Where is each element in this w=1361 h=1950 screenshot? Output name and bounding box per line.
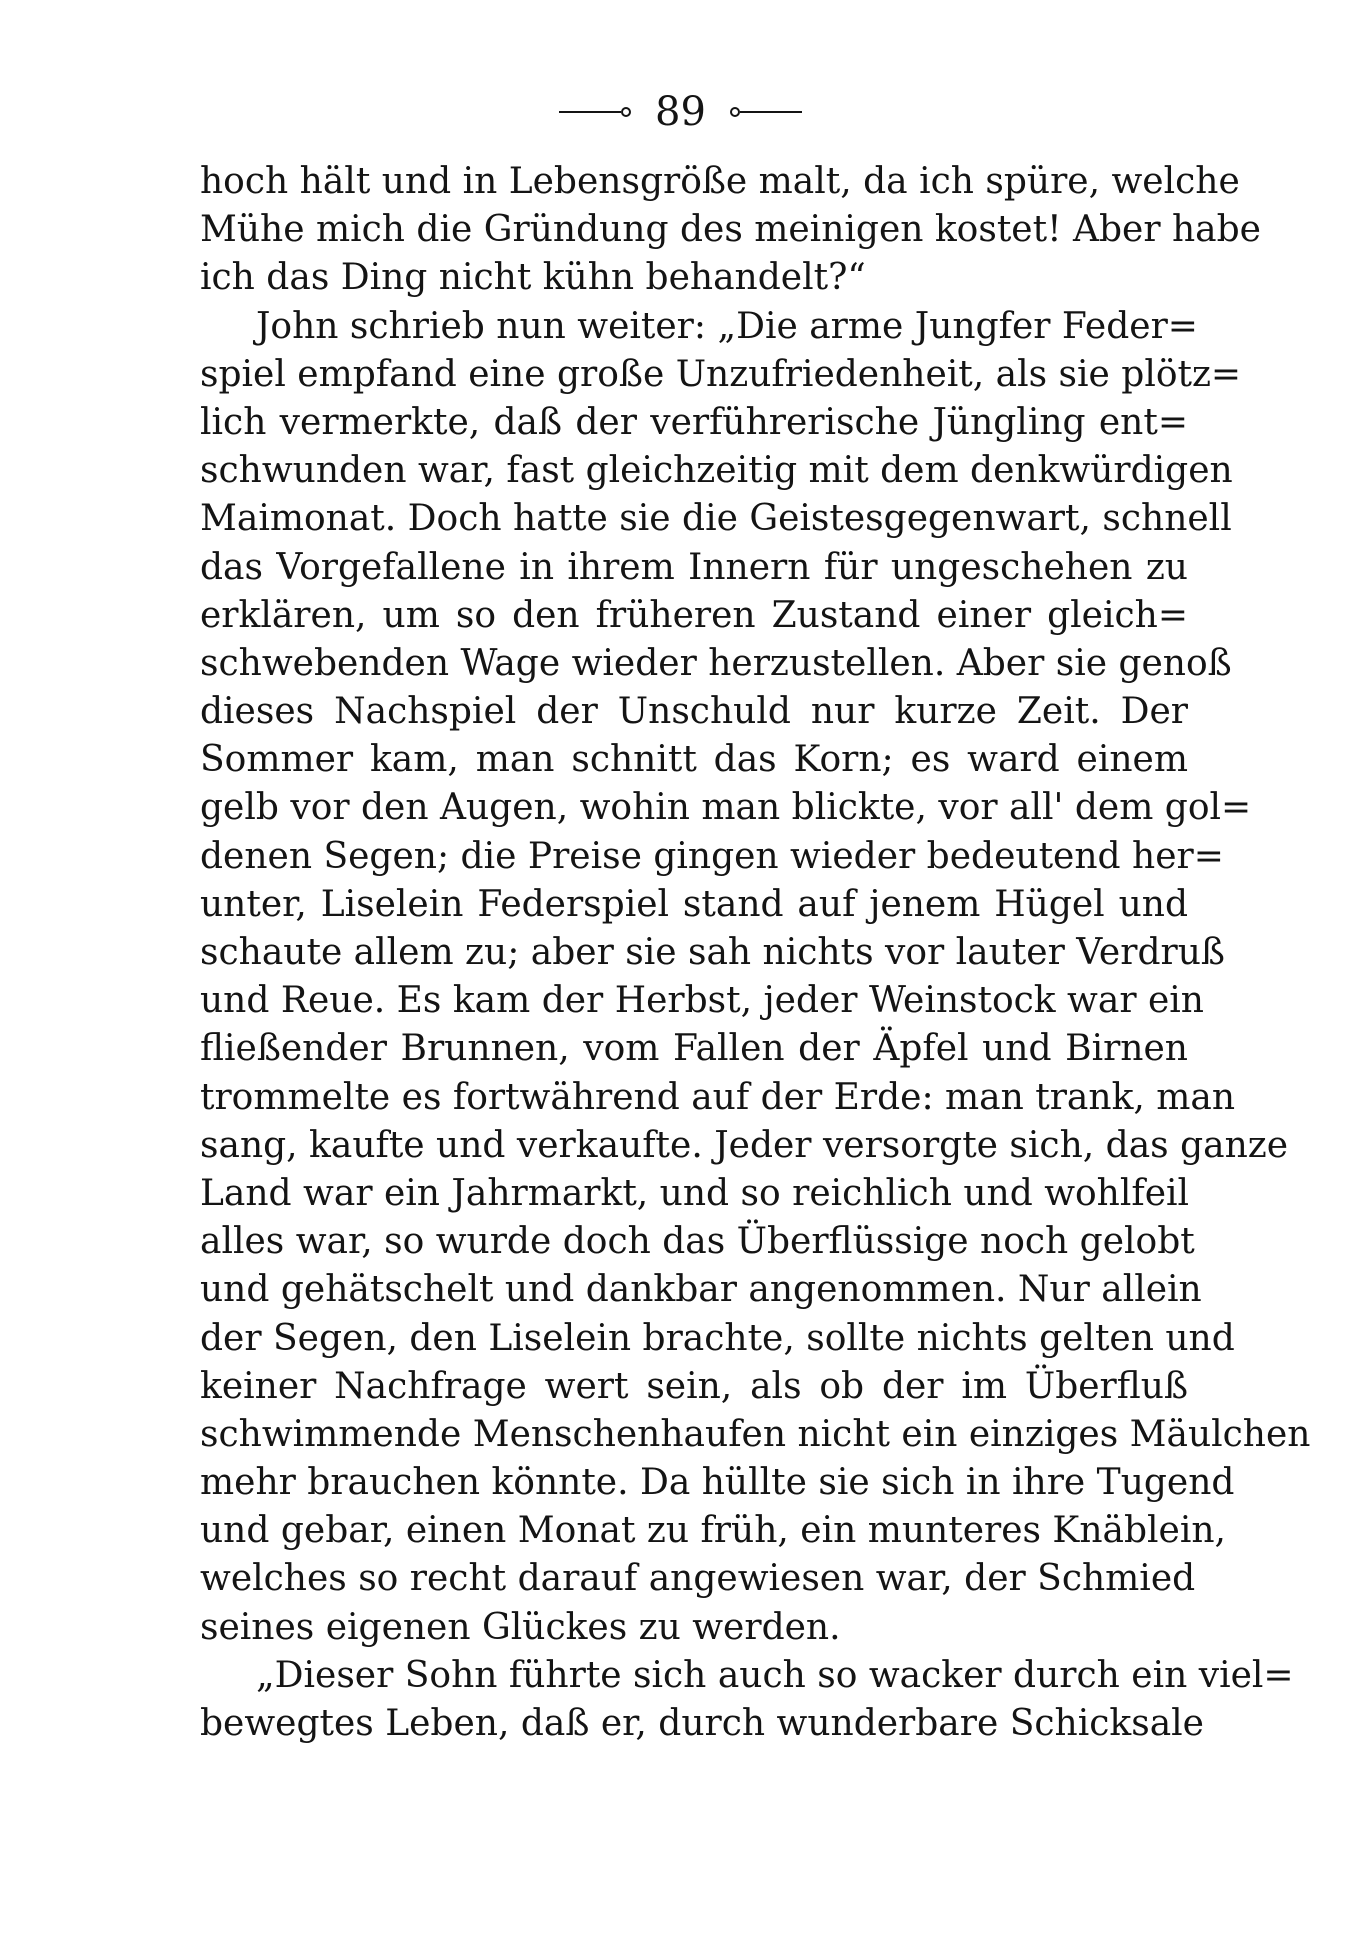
text-line: alles war, so wurde doch das Überflüssige noch gelobt	[200, 1221, 1195, 1263]
text-line: welches so recht darauf angewiesen war, der Schmied	[200, 1558, 1196, 1600]
text-line: das Vorgefallene in ihrem Innern für ungeschehen zu	[200, 546, 1188, 588]
text-line: unter, Liselein Federspiel stand auf jenem Hügel und	[200, 883, 1188, 925]
text-line: ich das Ding nicht kühn behandelt?“	[200, 257, 866, 299]
text-line: gelb vor den Augen, wohin man blickte, vor all' dem gol=	[200, 787, 1252, 829]
text-line: lich vermerkte, daß der verführerische Jüngling ent=	[200, 401, 1188, 443]
text-line: sang, kaufte und verkaufte. Jeder versorgte sich, das ganze	[200, 1124, 1289, 1166]
left-ornament-rule	[559, 107, 631, 117]
text-line: und Reue. Es kam der Herbst, jeder Weinstock war ein	[200, 980, 1204, 1022]
page-header	[0, 89, 1361, 135]
text-line: mehr brauchen könnte. Da hüllte sie sich in ihre Tugend	[200, 1462, 1235, 1504]
text-line: schwunden war, fast gleichzeitig mit dem denkwürdigen	[200, 450, 1233, 492]
text-line: John schrieb nun weiter: „Die arme Jungfer Feder=	[256, 305, 1198, 347]
text-line: keiner Nachfrage wert sein, als ob der im Überfluß	[200, 1365, 1188, 1407]
text-line: schaute allem zu; aber sie sah nichts vor lauter Verdruß	[200, 932, 1225, 973]
text-line: fließender Brunnen, vom Fallen der Äpfel und Birnen	[200, 1028, 1188, 1070]
text-line: Land war ein Jahrmarkt, und so reichlich und wohlfeil	[200, 1172, 1190, 1214]
text-line: bewegtes Leben, daß er, durch wunderbare Schicksale	[200, 1703, 1204, 1744]
text-line: trommelte es fortwährend auf der Erde: man trank, man	[200, 1076, 1236, 1118]
page-number: 89	[655, 89, 706, 135]
text-line: „Dieser Sohn führte sich auch so wacker durch ein viel=	[256, 1654, 1294, 1696]
body-text	[200, 158, 1311, 1748]
text-line: spiel empfand eine große Unzufriedenheit, als sie plötz=	[200, 353, 1242, 395]
text-line: Maimonat. Doch hatte sie die Geistesgegenwart, schnell	[200, 498, 1232, 540]
right-ornament-rule	[730, 107, 802, 117]
text-line: denen Segen; die Preise gingen wieder bedeutend her=	[200, 835, 1224, 877]
text-line: dieses Nachspiel der Unschuld nur kurze Zeit. Der	[200, 691, 1188, 733]
text-line: schwebenden Wage wieder herzustellen. Aber sie genoß	[200, 642, 1232, 684]
text-line: der Segen, den Liselein brachte, sollte nichts gelten und	[200, 1317, 1235, 1359]
text-line: seines eigenen Glückes zu werden.	[200, 1606, 841, 1648]
text-line: und gebar, einen Monat zu früh, ein munteres Knäblein,	[200, 1510, 1226, 1552]
text-line: hoch hält und in Lebensgröße malt, da ich spüre, welche	[200, 161, 1240, 202]
text-line: Mühe mich die Gründung des meinigen kostet! Aber habe	[200, 209, 1261, 251]
text-line: Sommer kam, man schnitt das Korn; es ward einem	[200, 739, 1188, 781]
text-line: und gehätschelt und dankbar angenommen. Nur allein	[200, 1269, 1202, 1311]
text-line: erklären, um so den früheren Zustand einer gleich=	[200, 594, 1188, 636]
text-line: schwimmende Menschenhaufen nicht ein einziges Mäulchen	[200, 1413, 1311, 1455]
